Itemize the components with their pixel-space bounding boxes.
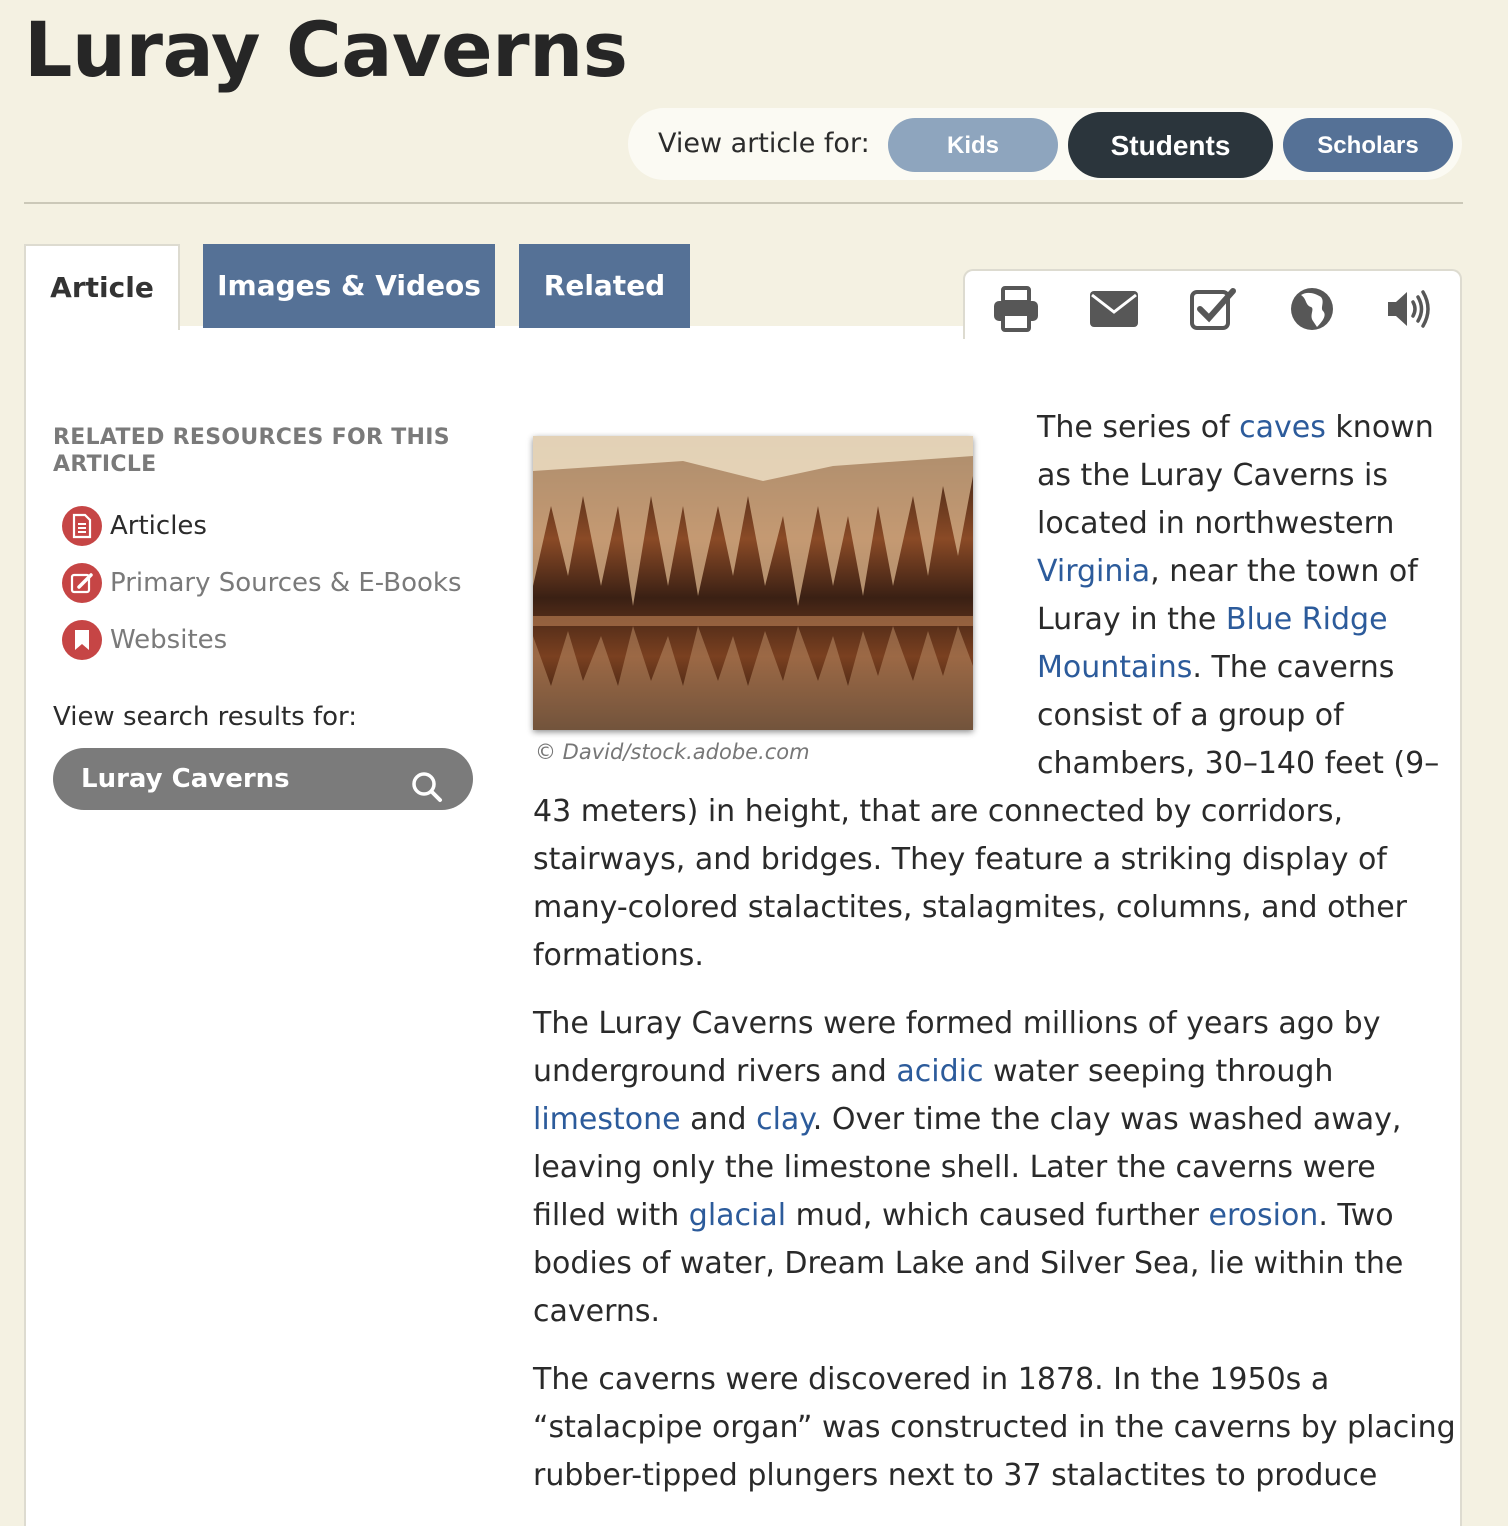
read-aloud-speaker-icon[interactable]: [1385, 285, 1435, 333]
link-virginia[interactable]: Virginia: [1037, 554, 1151, 589]
related-resources-heading-line2: ARTICLE: [53, 452, 157, 477]
link-mountains[interactable]: Mountains: [1037, 650, 1193, 685]
link-limestone[interactable]: limestone: [533, 1102, 681, 1137]
resource-primary-sources-link[interactable]: [62, 563, 462, 603]
translate-globe-icon[interactable]: [1287, 285, 1337, 333]
search-results-label: View search results for:: [53, 702, 358, 732]
article-paragraph-1-bottom: 43 meters) in height, that are connected by corridors, stairways, and bridges. They feature a striking display of many-colored stalactites, stalagmites, columns, and other formations.: [533, 794, 1407, 973]
related-resources-heading: [53, 424, 473, 478]
link-caves[interactable]: caves: [1239, 410, 1326, 445]
resource-websites-link[interactable]: [62, 620, 227, 660]
tab-related[interactable]: Related: [519, 244, 690, 328]
article-paragraph-3: The caverns were discovered in 1878. In the 1950s a “stalacpipe organ” was constructed in the caverns by placing rubber-tipped plungers next to 37 stalactites to produce: [533, 1362, 1456, 1493]
document-icon: [62, 506, 102, 546]
reading-level-label: View article for:: [658, 128, 870, 159]
resource-primary-sources-label: Primary Sources & E-Books: [110, 568, 462, 598]
resource-articles-link[interactable]: [62, 506, 207, 546]
header-divider: [24, 202, 1463, 204]
citation-check-icon[interactable]: [1189, 285, 1239, 333]
level-scholars-button[interactable]: Scholars: [1283, 118, 1453, 172]
level-kids-button[interactable]: Kids: [888, 118, 1058, 172]
resource-websites-label: Websites: [110, 625, 228, 655]
link-blue-ridge-mountains[interactable]: Blue Ridge: [1225, 602, 1388, 637]
tab-article[interactable]: Article: [24, 244, 180, 330]
pencil-icon: [62, 563, 102, 603]
related-resources-heading-line1: RELATED RESOURCES FOR THIS: [53, 425, 450, 450]
page-title: Luray Caverns: [24, 5, 628, 94]
search-icon: [411, 764, 443, 826]
bookmark-icon: [62, 620, 102, 660]
print-icon[interactable]: [991, 285, 1041, 333]
article-paragraph-1-top: The series of caves known as the Luray Caverns is located in northwestern Virginia, near the town of Luray in the Blue Ridge Mountains. The caverns consist of a group of chambers, 30–140 feet (9–: [1037, 410, 1440, 781]
search-results-button[interactable]: [53, 748, 473, 810]
article-toolbar: [963, 269, 1462, 339]
link-erosion[interactable]: erosion: [1208, 1198, 1319, 1233]
level-students-button[interactable]: Students: [1068, 112, 1273, 178]
email-icon[interactable]: [1089, 285, 1139, 333]
article-paragraph-2: The Luray Caverns were formed millions of years ago by underground rivers and acidic water seeping through limestone and clay. Over time the clay was washed away, leaving only the limestone shell. Later the caverns were filled with glacial mud, which caused further erosion. Two bodies of water, Dream Lake and Silver Sea, lie within the caverns.: [533, 1006, 1404, 1329]
resource-articles-label: Articles: [110, 511, 207, 541]
reading-level-selector: [628, 108, 1462, 180]
search-query-text: Luray Caverns: [81, 764, 290, 794]
link-glacial[interactable]: glacial: [688, 1198, 787, 1233]
tab-images-videos[interactable]: Images & Videos: [203, 244, 495, 328]
link-clay[interactable]: clay: [756, 1102, 813, 1137]
caverns-photo[interactable]: [533, 436, 973, 730]
link-acidic[interactable]: acidic: [896, 1054, 984, 1089]
photo-caption: © David/stock.adobe.com: [535, 740, 810, 764]
